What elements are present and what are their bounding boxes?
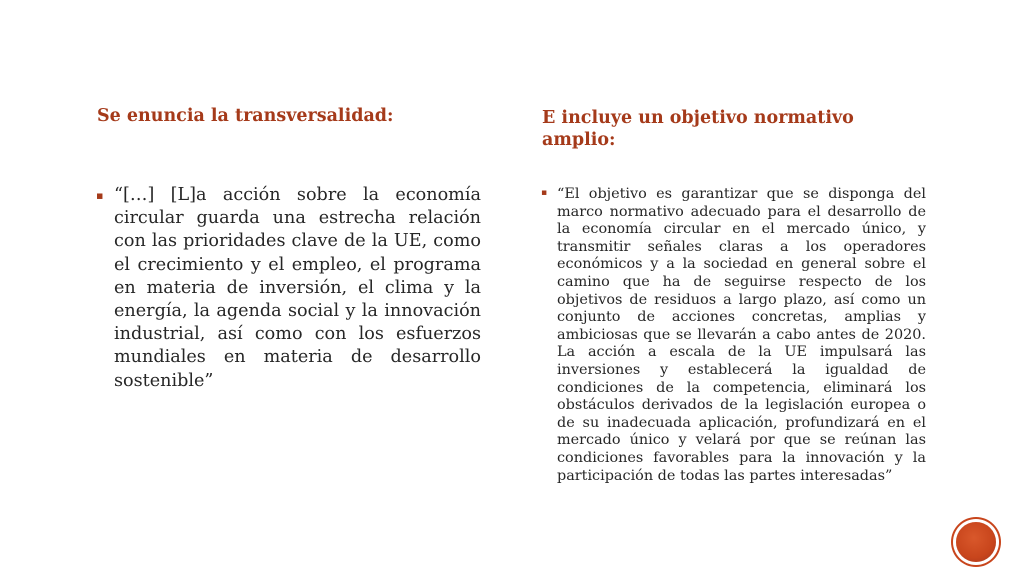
left-column-bullet xyxy=(96,184,481,393)
right-column-bullet xyxy=(541,186,926,485)
left-column-heading: Se enuncia la transversalidad: xyxy=(97,106,394,126)
left-column-bullet-text: “[…] [L]a acción sobre la economía circular guarda una estrecha relación con las prioridades clave de la UE, como el crecimiento y el empleo, el programa en materia de inversión, el clima y la energía, la agenda social y la innovación industrial, así como con los esfuerzos mundiales en materia de desarrollo sostenible” xyxy=(114,185,481,391)
bullet-marker-icon: ▪ xyxy=(541,188,548,198)
right-column-bullet-text: “El objetivo es garantizar que se disponga del marco normativo adecuado para el desarrollo de la economía circular en el mercado único, y transmitir señales claras a los operadores económicos y a la sociedad en general sobre el camino que ha de seguirse respecto de los objetivos de residuos a largo plazo, así como un conjunto de acciones concretas, amplias y ambiciosas que se llevarán a cabo antes de 2020. La acción a escala de la UE impulsará las inversiones y establecerá la igualdad de condiciones de la competencia, eliminará los obstáculos derivados de la legislación europea o de su inadecuada aplicación, profundizará en el mercado único y velará por que se reúnan las condiciones favorables para la innovación y la participación de todas las partes interesadas” xyxy=(557,186,926,484)
bullet-marker-icon: ▪ xyxy=(96,189,104,202)
right-column-heading: E incluye un objetivo normativo amplio: xyxy=(542,108,854,150)
slide-number-badge xyxy=(956,522,996,562)
